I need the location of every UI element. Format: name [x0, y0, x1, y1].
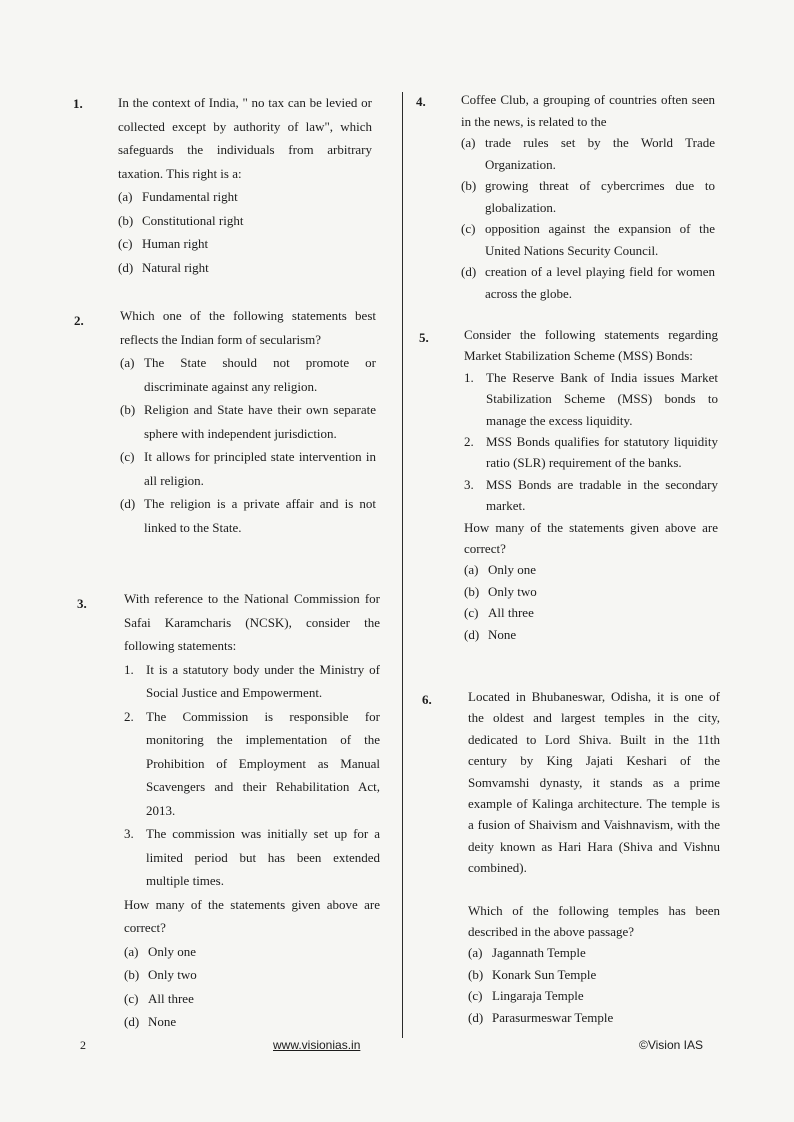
question-4-number: 4. — [416, 94, 426, 109]
question-2-stem: Which one of the following statements best reflects the Indian form of secularism? — [120, 308, 376, 347]
question-6-follow-up: Which of the following temples has been described in the above passage? — [468, 902, 720, 940]
question-1-option-c[interactable]: (c) Human right — [118, 236, 209, 251]
question-2-option-b[interactable]: (b) Religion and State have their own separate sphere with independent jurisdiction. — [120, 402, 376, 441]
question-3-option-c[interactable]: (c) All three — [124, 990, 194, 1006]
question-6-option-c[interactable]: (c) Lingaraja Temple — [468, 988, 584, 1004]
question-4-option-c[interactable]: (c) opposition against the expansion of the United Nations Security Council. — [461, 221, 715, 258]
question-5 — [464, 324, 718, 645]
question-5-statement-3: 3. MSS Bonds are tradable in the secondary market. — [464, 476, 718, 514]
question-6 — [468, 686, 720, 1028]
column-divider — [402, 92, 403, 1038]
question-4-option-d[interactable]: (d) creation of a level playing field for women across the globe. — [461, 264, 715, 301]
question-5-number: 5. — [419, 330, 429, 345]
question-4 — [461, 89, 715, 304]
question-3-stem: With reference to the National Commission for Safai Karamcharis (NCSK), consider the following statements: — [124, 591, 380, 653]
question-5-option-a[interactable]: (a) Only one — [464, 562, 537, 578]
page-number: 2 — [80, 1038, 86, 1052]
website-link[interactable]: www.visionias.in — [273, 1038, 361, 1052]
question-3-follow-up: How many of the statements given above are correct? — [124, 896, 380, 935]
question-5-statement-2: 2. MSS Bonds qualifies for statutory liquidity ratio (SLR) requirement of the banks. — [464, 434, 718, 471]
question-6-option-d[interactable]: (d) Parasurmeswar Temple — [468, 1009, 614, 1025]
question-1-stem: In the context of India, " no tax can be levied or collected except by authority of law", which safeguards the individuals from arbitrary taxation. This right is a: — [118, 95, 372, 181]
question-1 — [118, 91, 372, 279]
question-3-statement-2: 2. The Commission is responsible for monitoring the implementation of the Prohibition of Employment as Manual Scavengers and their Rehabilitation Act, 2013. — [124, 708, 380, 818]
brand-copyright: ©Vision IAS — [639, 1038, 703, 1052]
question-3-option-b[interactable]: (b) Only two — [124, 967, 197, 982]
question-5-option-c[interactable]: (c) All three — [464, 605, 534, 621]
question-2 — [120, 304, 376, 539]
question-1-option-b[interactable]: (b) Constitutional right — [118, 212, 244, 228]
question-5-option-b[interactable]: (b) Only two — [464, 583, 537, 599]
question-1-number: 1. — [73, 96, 83, 111]
question-3-statement-3: 3. The commission was initially set up for a limited period but has been extended multiple times. — [124, 826, 380, 888]
question-2-number: 2. — [74, 313, 84, 328]
question-5-statement-1: 1. The Reserve Bank of India issues Market Stabilization Scheme (MSS) bonds to manage the excess liquidity. — [464, 369, 718, 428]
question-3-option-a[interactable]: (a) Only one — [124, 943, 197, 959]
question-5-option-d[interactable]: (d) None — [464, 626, 517, 642]
question-4-option-a[interactable]: (a) trade rules set by the World Trade Organization. — [461, 135, 715, 172]
question-4-stem: Coffee Club, a grouping of countries often seen in the news, is related to the — [461, 92, 715, 129]
question-3 — [124, 587, 380, 1034]
question-2-option-d[interactable]: (d) The religion is a private affair and is not linked to the State. — [120, 496, 376, 535]
question-5-follow-up: How many of the statements given above are correct? — [464, 519, 718, 557]
question-2-option-a[interactable]: (a) The State should not promote or discriminate against any religion. — [120, 355, 376, 394]
question-3-option-d[interactable]: (d) None — [124, 1014, 177, 1029]
question-4-option-b[interactable]: (b) growing threat of cybercrimes due to globalization. — [461, 178, 715, 215]
question-3-number: 3. — [77, 596, 87, 611]
question-2-option-c[interactable]: (c) It allows for principled state intervention in all religion. — [120, 449, 376, 488]
question-6-option-b[interactable]: (b) Konark Sun Temple — [468, 966, 597, 982]
question-6-number: 6. — [422, 692, 432, 707]
question-1-option-d[interactable]: (d) Natural right — [118, 259, 209, 275]
question-6-stem: Located in Bhubaneswar, Odisha, it is one of the oldest and largest temples in the city, dedicated to Lord Shiva. Built in the 11th century by King Jajati Keshari of the Somvamshi dynasty, it stands as a prime example of Kalinga architecture. The temple is a fusion of Shaivism and Vaishnavism, with the deity known as Hari Hara (Shiva and Vishnu combined). — [468, 689, 720, 876]
question-1-option-a[interactable]: (a) Fundamental right — [118, 189, 238, 204]
question-3-statement-1: 1. It is a statutory body under the Ministry of Social Justice and Empowerment. — [124, 661, 380, 700]
question-6-option-a[interactable]: (a) Jagannath Temple — [468, 945, 586, 961]
question-5-stem: Consider the following statements regarding Market Stabilization Scheme (MSS) Bonds: — [464, 327, 718, 364]
